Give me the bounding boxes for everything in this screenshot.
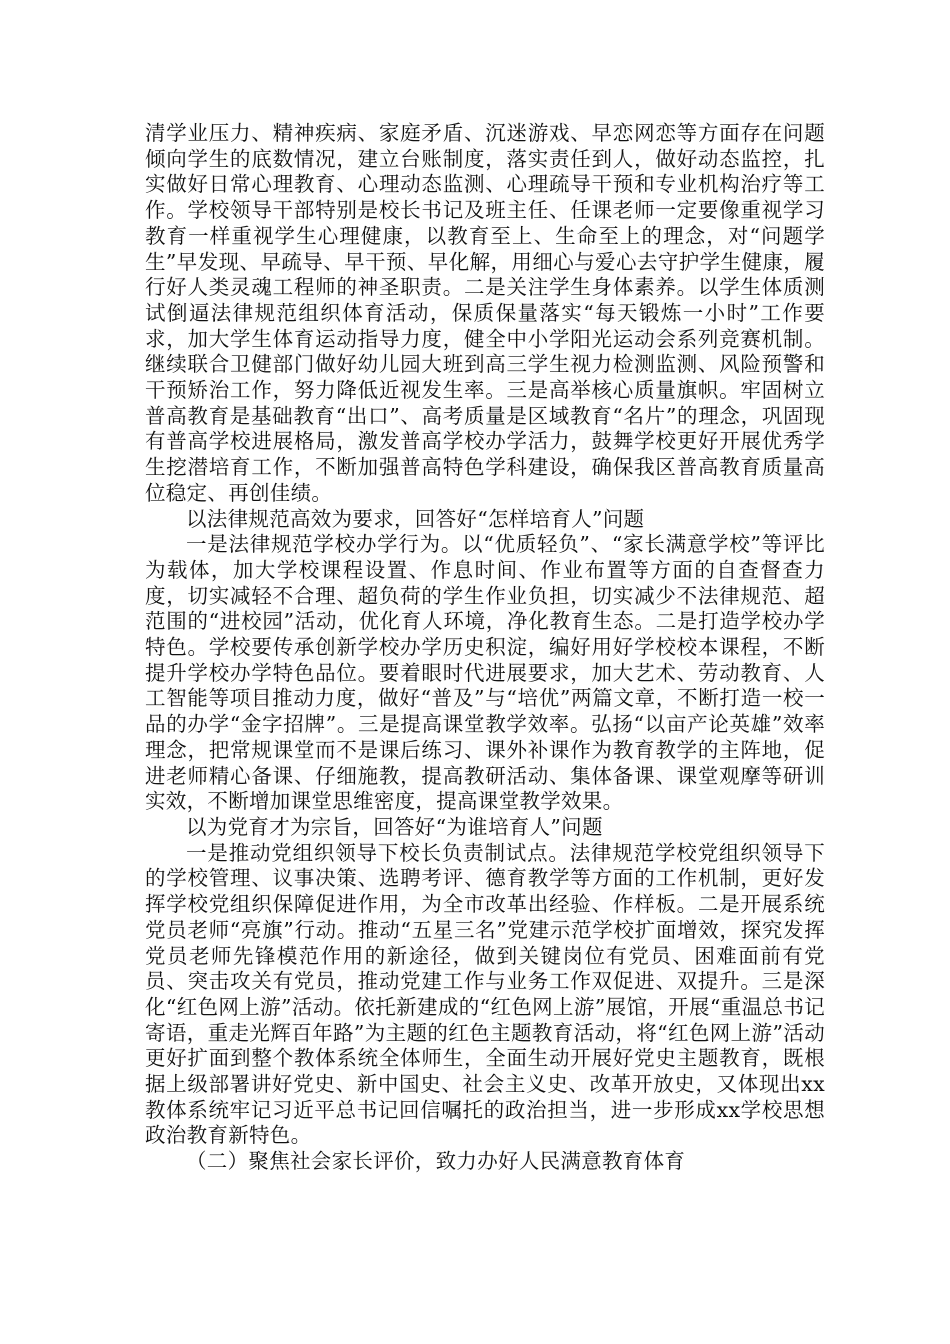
section-heading-part-two: （二）聚焦社会家长评价，致力办好人民满意教育体育 <box>186 1149 686 1174</box>
body-paragraph-2: 一是法律规范学校办学行为。以“优质轻负”、“家长满意学校”等评比为载体，加大学校课程设置、作息时间、作业布置等方面的自查督查力度，切实减轻不合理、超负荷的学生作业负担，切实减少不法律规范、超范围的“进校园”活动，优化育人环境，净化教育生态。二是打造学校办学特色。学校要传承创新学校办学历史积淀，编好用好学校校本课程，不断提升学校办学特色品位。要着眼时代进展要求，加大艺术、劳动教育、人工智能等项目推动力度，做好“普及”与“培优”两篇文章，不断打造一校一品的办学“金字招牌”。三是提高课堂教学效率。弘扬“以亩产论英雄”效率理念，把常规课堂而不是课后练习、课外补课作为教育教学的主阵地，促进老师精心备课、仔细施教，提高教研活动、集体备课、课堂观摩等研训实效，不断增加课堂思维密度，提高课堂教学效果。 <box>145 532 825 814</box>
body-paragraph-3: 一是推动党组织领导下校长负责制试点。法律规范学校党组织领导下的学校管理、议事决策、选聘考评、德育教学等方面的工作机制，更好发挥学校党组织保障促进作用，为全市改革出经验、作样板。二是开展系统党员老师“亮旗”行动。推动“五星三名”党建示范学校扩面增效，探究发挥党员老师先锋模范作用的新途径，做到关键岗位有党员、困难面前有党员、突击攻关有党员，推动党建工作与业务工作双促进、双提升。三是深化“红色网上游”活动。依托新建成的“红色网上游”展馆，开展“重温总书记寄语，重走光辉百年路”为主题的红色主题教育活动，将“红色网上游”活动更好扩面到整个教体系统全体师生，全面生动开展好党史主题教育，既根据上级部署讲好党史、新中国史、社会主义史、改革开放史，又体现出xx教体系统牢记习近平总书记回信嘱托的政治担当，进一步形成xx学校思想政治教育新特色。 <box>145 840 825 1148</box>
document-body <box>145 121 825 1175</box>
section-heading-for-whom-to-educate: 以为党育才为宗旨，回答好“为谁培育人”问题 <box>186 814 603 839</box>
body-paragraph-1: 清学业压力、精神疾病、家庭矛盾、沉迷游戏、早恋网恋等方面存在问题倾向学生的底数情况，建立台账制度，落实责任到人，做好动态监控，扎实做好日常心理教育、心理动态监测、心理疏导干预和专业机构治疗等工作。学校领导干部特别是校长书记及班主任、任课老师一定要像重视学习教育一样重视学生心理健康，以教育至上、生命至上的理念，对“问题学生”早发现、早疏导、早干预、早化解，用细心与爱心去守护学生健康，履行好人类灵魂工程师的神圣职责。二是关注学生身体素养。以学生体质测试倒逼法律规范组织体育活动，保质保量落实“每天锻炼一小时”工作要求，加大学生体育运动指导力度，健全中小学阳光运动会系列竞赛机制。继续联合卫健部门做好幼儿园大班到高三学生视力检测监测、风险预警和干预矫治工作，努力降低近视发生率。三是高举核心质量旗帜。牢固树立普高教育是基础教育“出口”、高考质量是区域教育“名片”的理念，巩固现有普高学校进展格局，激发普高学校办学活力，鼓舞学校更好开展优秀学生挖潜培育工作，不断加强普高特色学科建设，确保我区普高教育质量高位稳定、再创佳绩。 <box>145 121 825 505</box>
section-heading-how-to-educate: 以法律规范高效为要求，回答好“怎样培育人”问题 <box>186 506 645 531</box>
